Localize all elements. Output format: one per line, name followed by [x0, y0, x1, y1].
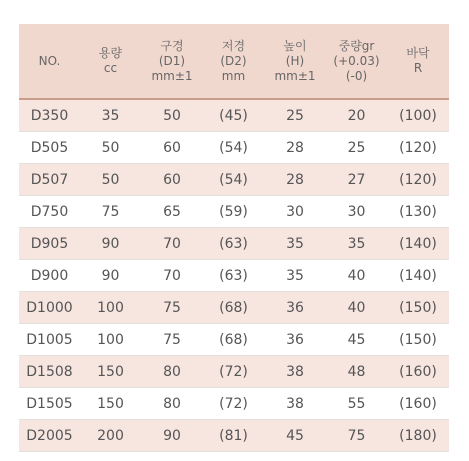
table-cell: 38: [264, 388, 326, 420]
column-header-line: 높이: [283, 38, 307, 53]
table-cell: (81): [203, 420, 264, 452]
table-cell: (160): [387, 388, 449, 420]
model-number-cell: D750: [19, 196, 80, 228]
column-header: [326, 24, 387, 99]
model-number-cell: D507: [19, 164, 80, 196]
model-number-cell: D2005: [19, 420, 80, 452]
table-cell: 100: [80, 292, 141, 324]
table-header: [19, 24, 449, 99]
table-cell: 35: [264, 228, 326, 260]
table-cell: 75: [141, 324, 203, 356]
table-cell: (140): [387, 228, 449, 260]
table-cell: 75: [80, 196, 141, 228]
column-header-line: cc: [103, 61, 118, 75]
column-header-line: (-0): [345, 68, 368, 83]
table-cell: 75: [326, 420, 387, 452]
column-header-line: mm±1: [151, 68, 193, 83]
table-row: [19, 99, 449, 132]
table-body: [19, 99, 449, 452]
table-cell: 40: [326, 260, 387, 292]
column-header-line: (D2): [220, 53, 247, 68]
table-cell: (160): [387, 356, 449, 388]
table-cell: 60: [141, 164, 203, 196]
table-row: [19, 164, 449, 196]
column-header-line: (+0.03): [333, 53, 380, 68]
table-cell: 90: [80, 260, 141, 292]
table-cell: 36: [264, 292, 326, 324]
table-cell: 100: [80, 324, 141, 356]
table-row: [19, 388, 449, 420]
table-cell: 45: [264, 420, 326, 452]
table-cell: (63): [203, 260, 264, 292]
table-cell: 36: [264, 324, 326, 356]
column-header-line: R: [413, 61, 423, 75]
table-cell: 27: [326, 164, 387, 196]
table-cell: (72): [203, 356, 264, 388]
model-number-cell: D1505: [19, 388, 80, 420]
table-cell: 150: [80, 388, 141, 420]
table-cell: 30: [326, 196, 387, 228]
table-cell: 50: [141, 99, 203, 132]
table-cell: (130): [387, 196, 449, 228]
table-cell: 60: [141, 132, 203, 164]
table-cell: (150): [387, 324, 449, 356]
table-cell: (120): [387, 132, 449, 164]
table-cell: 30: [264, 196, 326, 228]
table-cell: 90: [141, 420, 203, 452]
column-header-line: (D1): [158, 53, 186, 68]
table-cell: 35: [80, 99, 141, 132]
table-cell: 65: [141, 196, 203, 228]
table-cell: (150): [387, 292, 449, 324]
column-header: [141, 24, 203, 99]
model-number-cell: D350: [19, 99, 80, 132]
table-cell: 55: [326, 388, 387, 420]
column-header: [19, 24, 80, 99]
table-cell: 45: [326, 324, 387, 356]
table-cell: (180): [387, 420, 449, 452]
column-header: [387, 24, 449, 99]
column-header-line: 중량gr: [338, 38, 375, 53]
table-cell: 90: [80, 228, 141, 260]
header-row: [19, 24, 449, 99]
column-header: [264, 24, 326, 99]
table-cell: 50: [80, 132, 141, 164]
table-cell: 80: [141, 388, 203, 420]
table-cell: 38: [264, 356, 326, 388]
table-row: [19, 292, 449, 324]
table-cell: 70: [141, 260, 203, 292]
column-header-line: NO.: [38, 53, 61, 68]
table-row: [19, 356, 449, 388]
column-header-line: mm: [221, 68, 246, 83]
table-row: [19, 196, 449, 228]
table-cell: (68): [203, 324, 264, 356]
spec-table: [19, 24, 449, 452]
table-cell: 25: [326, 132, 387, 164]
column-header-line: (H): [285, 53, 305, 68]
column-header: [203, 24, 264, 99]
table-cell: 25: [264, 99, 326, 132]
table-row: [19, 132, 449, 164]
table-cell: 35: [326, 228, 387, 260]
table-cell: (45): [203, 99, 264, 132]
model-number-cell: D1508: [19, 356, 80, 388]
table-cell: 28: [264, 164, 326, 196]
table-cell: 150: [80, 356, 141, 388]
table-row: [19, 228, 449, 260]
column-header: [80, 24, 141, 99]
table-cell: (120): [387, 164, 449, 196]
table-cell: 50: [80, 164, 141, 196]
table-cell: 20: [326, 99, 387, 132]
table-cell: 48: [326, 356, 387, 388]
table-cell: (68): [203, 292, 264, 324]
table-cell: 28: [264, 132, 326, 164]
column-header-line: 저경: [221, 38, 246, 53]
table-row: [19, 324, 449, 356]
table-cell: 40: [326, 292, 387, 324]
column-header-line: mm±1: [274, 68, 316, 83]
table-cell: (100): [387, 99, 449, 132]
table-cell: 200: [80, 420, 141, 452]
table-cell: (140): [387, 260, 449, 292]
table-row: [19, 420, 449, 452]
table-row: [19, 260, 449, 292]
column-header-line: 용량: [98, 46, 123, 60]
table-cell: 80: [141, 356, 203, 388]
table-cell: (54): [203, 164, 264, 196]
model-number-cell: D905: [19, 228, 80, 260]
table-cell: (54): [203, 132, 264, 164]
table-cell: (72): [203, 388, 264, 420]
column-header-line: 구경: [160, 38, 184, 53]
table-cell: 75: [141, 292, 203, 324]
column-header-line: 바닥: [406, 46, 430, 60]
model-number-cell: D505: [19, 132, 80, 164]
model-number-cell: D1000: [19, 292, 80, 324]
model-number-cell: D1005: [19, 324, 80, 356]
table-cell: (59): [203, 196, 264, 228]
table-cell: (63): [203, 228, 264, 260]
table-cell: 35: [264, 260, 326, 292]
table-cell: 70: [141, 228, 203, 260]
model-number-cell: D900: [19, 260, 80, 292]
